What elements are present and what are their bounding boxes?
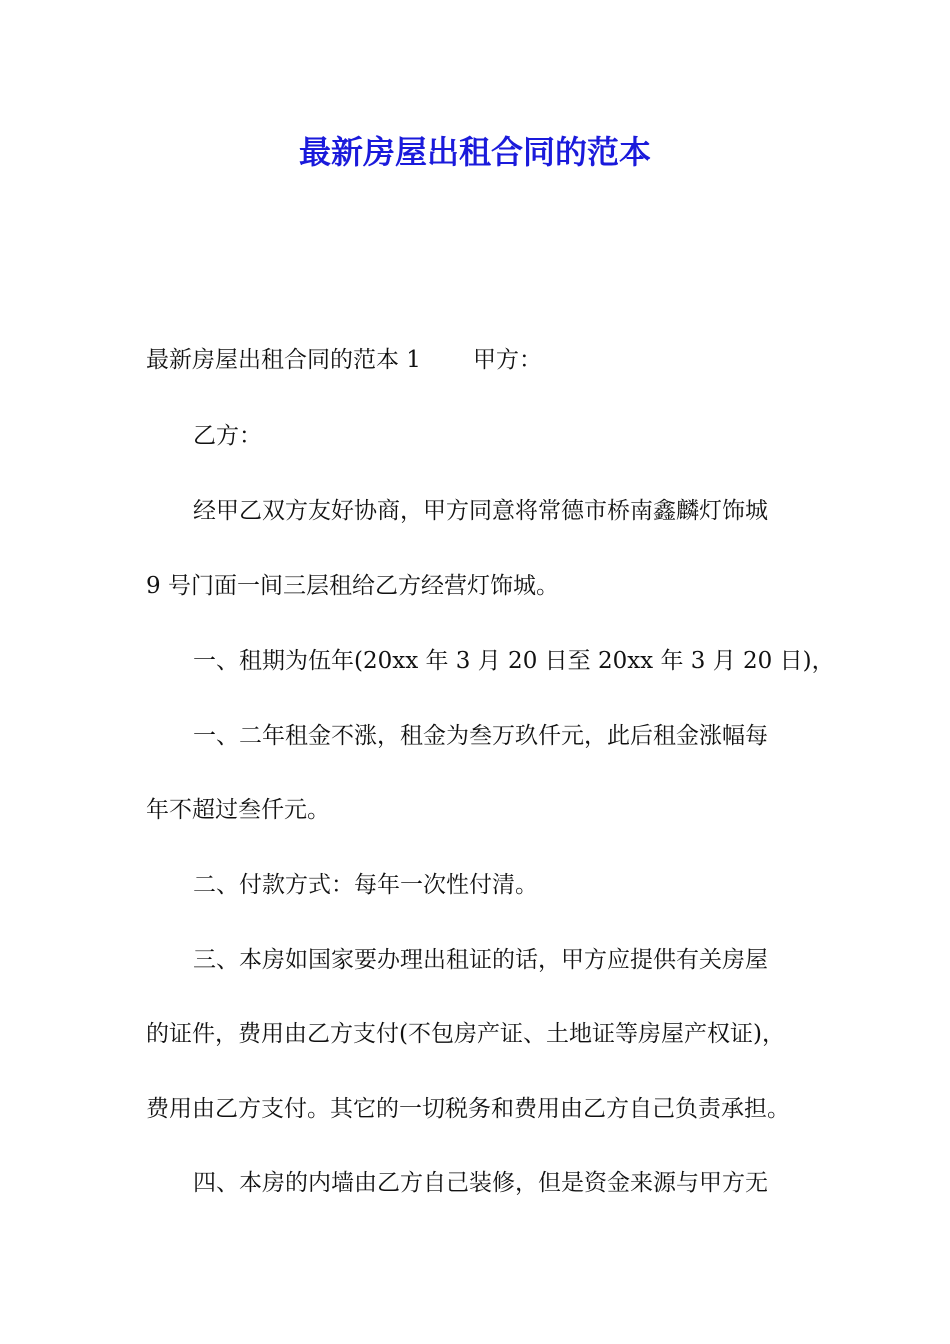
document-title: 最新房屋出租合同的范本 — [298, 133, 651, 171]
contract-heading-line — [146, 343, 816, 377]
paragraph-line: 经甲乙双方友好协商，甲方同意将常德市桥南鑫麟灯饰城 — [193, 498, 768, 524]
paragraph-line: 费用由乙方支付。其它的一切税务和费用由乙方自己负责承担。 — [146, 1096, 790, 1122]
paragraph-line: 一、租期为伍年(20xx 年 3 月 20 日至 20xx 年 3 月 20 日)， — [193, 648, 835, 674]
paragraph-line: 三、本房如国家要办理出租证的话，甲方应提供有关房屋 — [193, 947, 768, 973]
party-a-label: 甲方： — [472, 347, 542, 373]
paragraph-line: 一、二年租金不涨，租金为叁万玖仟元，此后租金涨幅每 — [193, 723, 768, 749]
paragraph-line: 9 号门面一间三层租给乙方经营灯饰城。 — [146, 573, 559, 599]
paragraph-line: 二、付款方式：每年一次性付清。 — [193, 872, 538, 898]
paragraph-line: 的证件，费用由乙方支付(不包房产证、土地证等房屋产权证)， — [146, 1021, 785, 1047]
paragraph-line: 四、本房的内墙由乙方自己装修，但是资金来源与甲方无 — [193, 1170, 768, 1196]
contract-heading: 最新房屋出租合同的范本 1 — [146, 347, 421, 373]
paragraph-line: 年不超过叁仟元。 — [146, 797, 330, 823]
party-b-label: 乙方： — [193, 423, 262, 449]
